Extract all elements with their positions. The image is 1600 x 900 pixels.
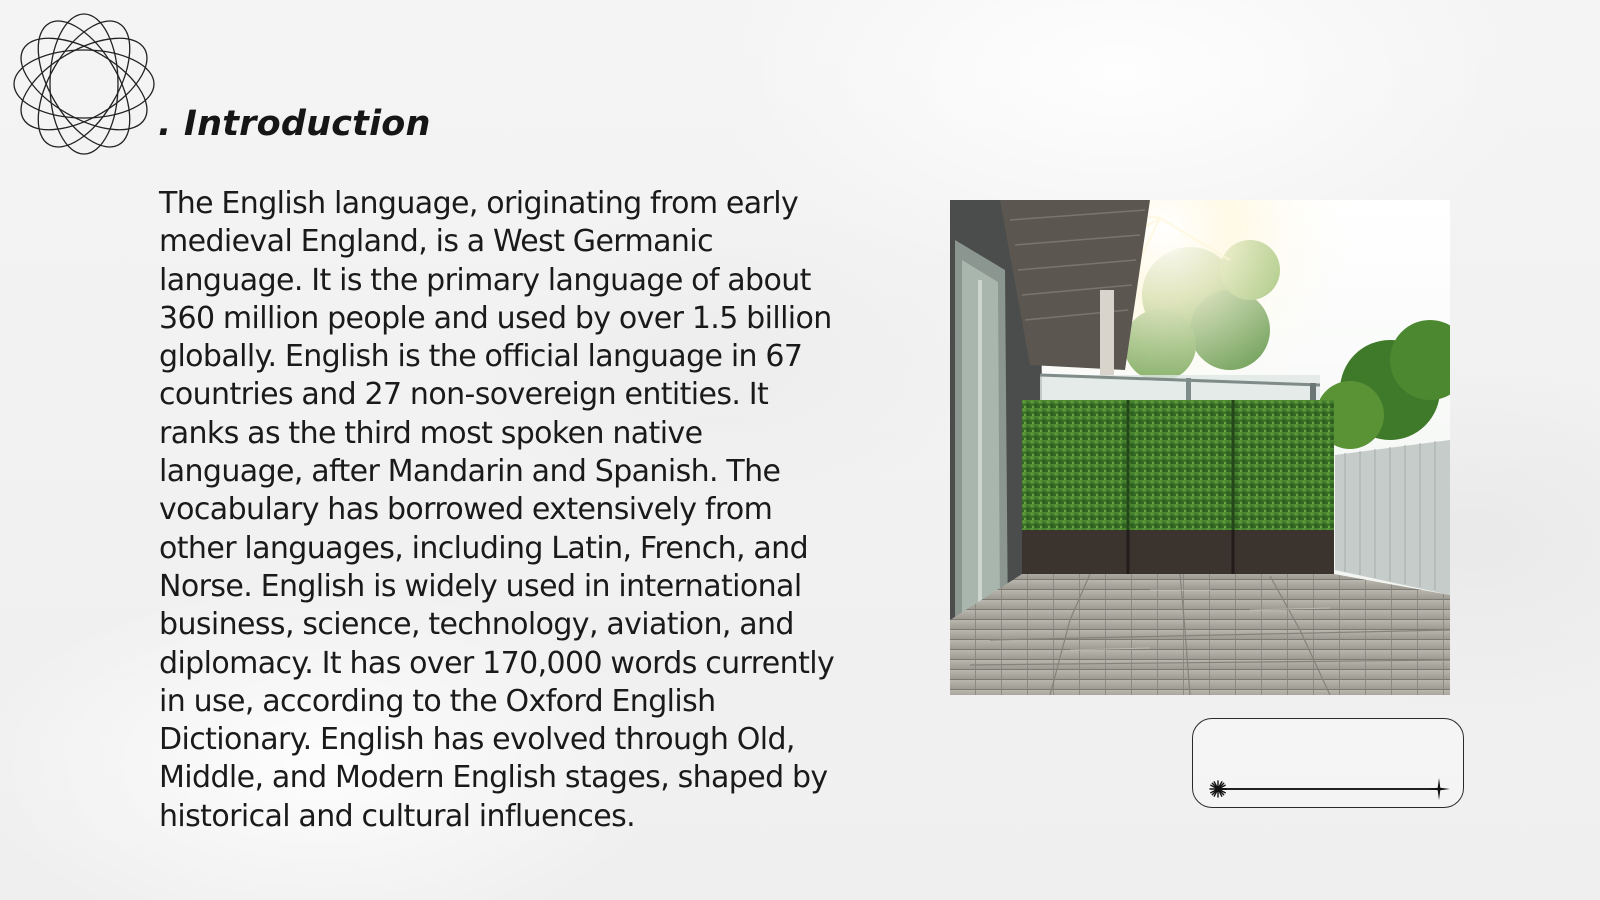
interlocking-rings-icon xyxy=(10,10,158,158)
slide-title: . Introduction xyxy=(158,104,431,144)
sparkle-icon xyxy=(1428,778,1450,800)
body-paragraph: The English language, originating from early medieval England, is a West Germanic language. It is the primary language of about 360 million people and used by over 1.5 billion globally. English is the official language in 67 countries and 27 non-sovereign entities. It ranks as the third most spoken native language, after Mandarin and Spanish. The vocabulary has borrowed extensively from other languages, including Latin, French, and Norse. English is widely used in international business, science, technology, aviation, and diplomacy. It has over 170,000 words currently in use, according to the Oxford English Dictionary. English has evolved through Old, Middle, and Modern English stages, shaped by historical and cultural influences. xyxy=(159,186,835,834)
burst-icon xyxy=(1208,779,1228,799)
slider-track-line xyxy=(1217,788,1439,790)
terrace-photo xyxy=(950,200,1450,695)
decorative-slider-box xyxy=(1192,718,1464,808)
